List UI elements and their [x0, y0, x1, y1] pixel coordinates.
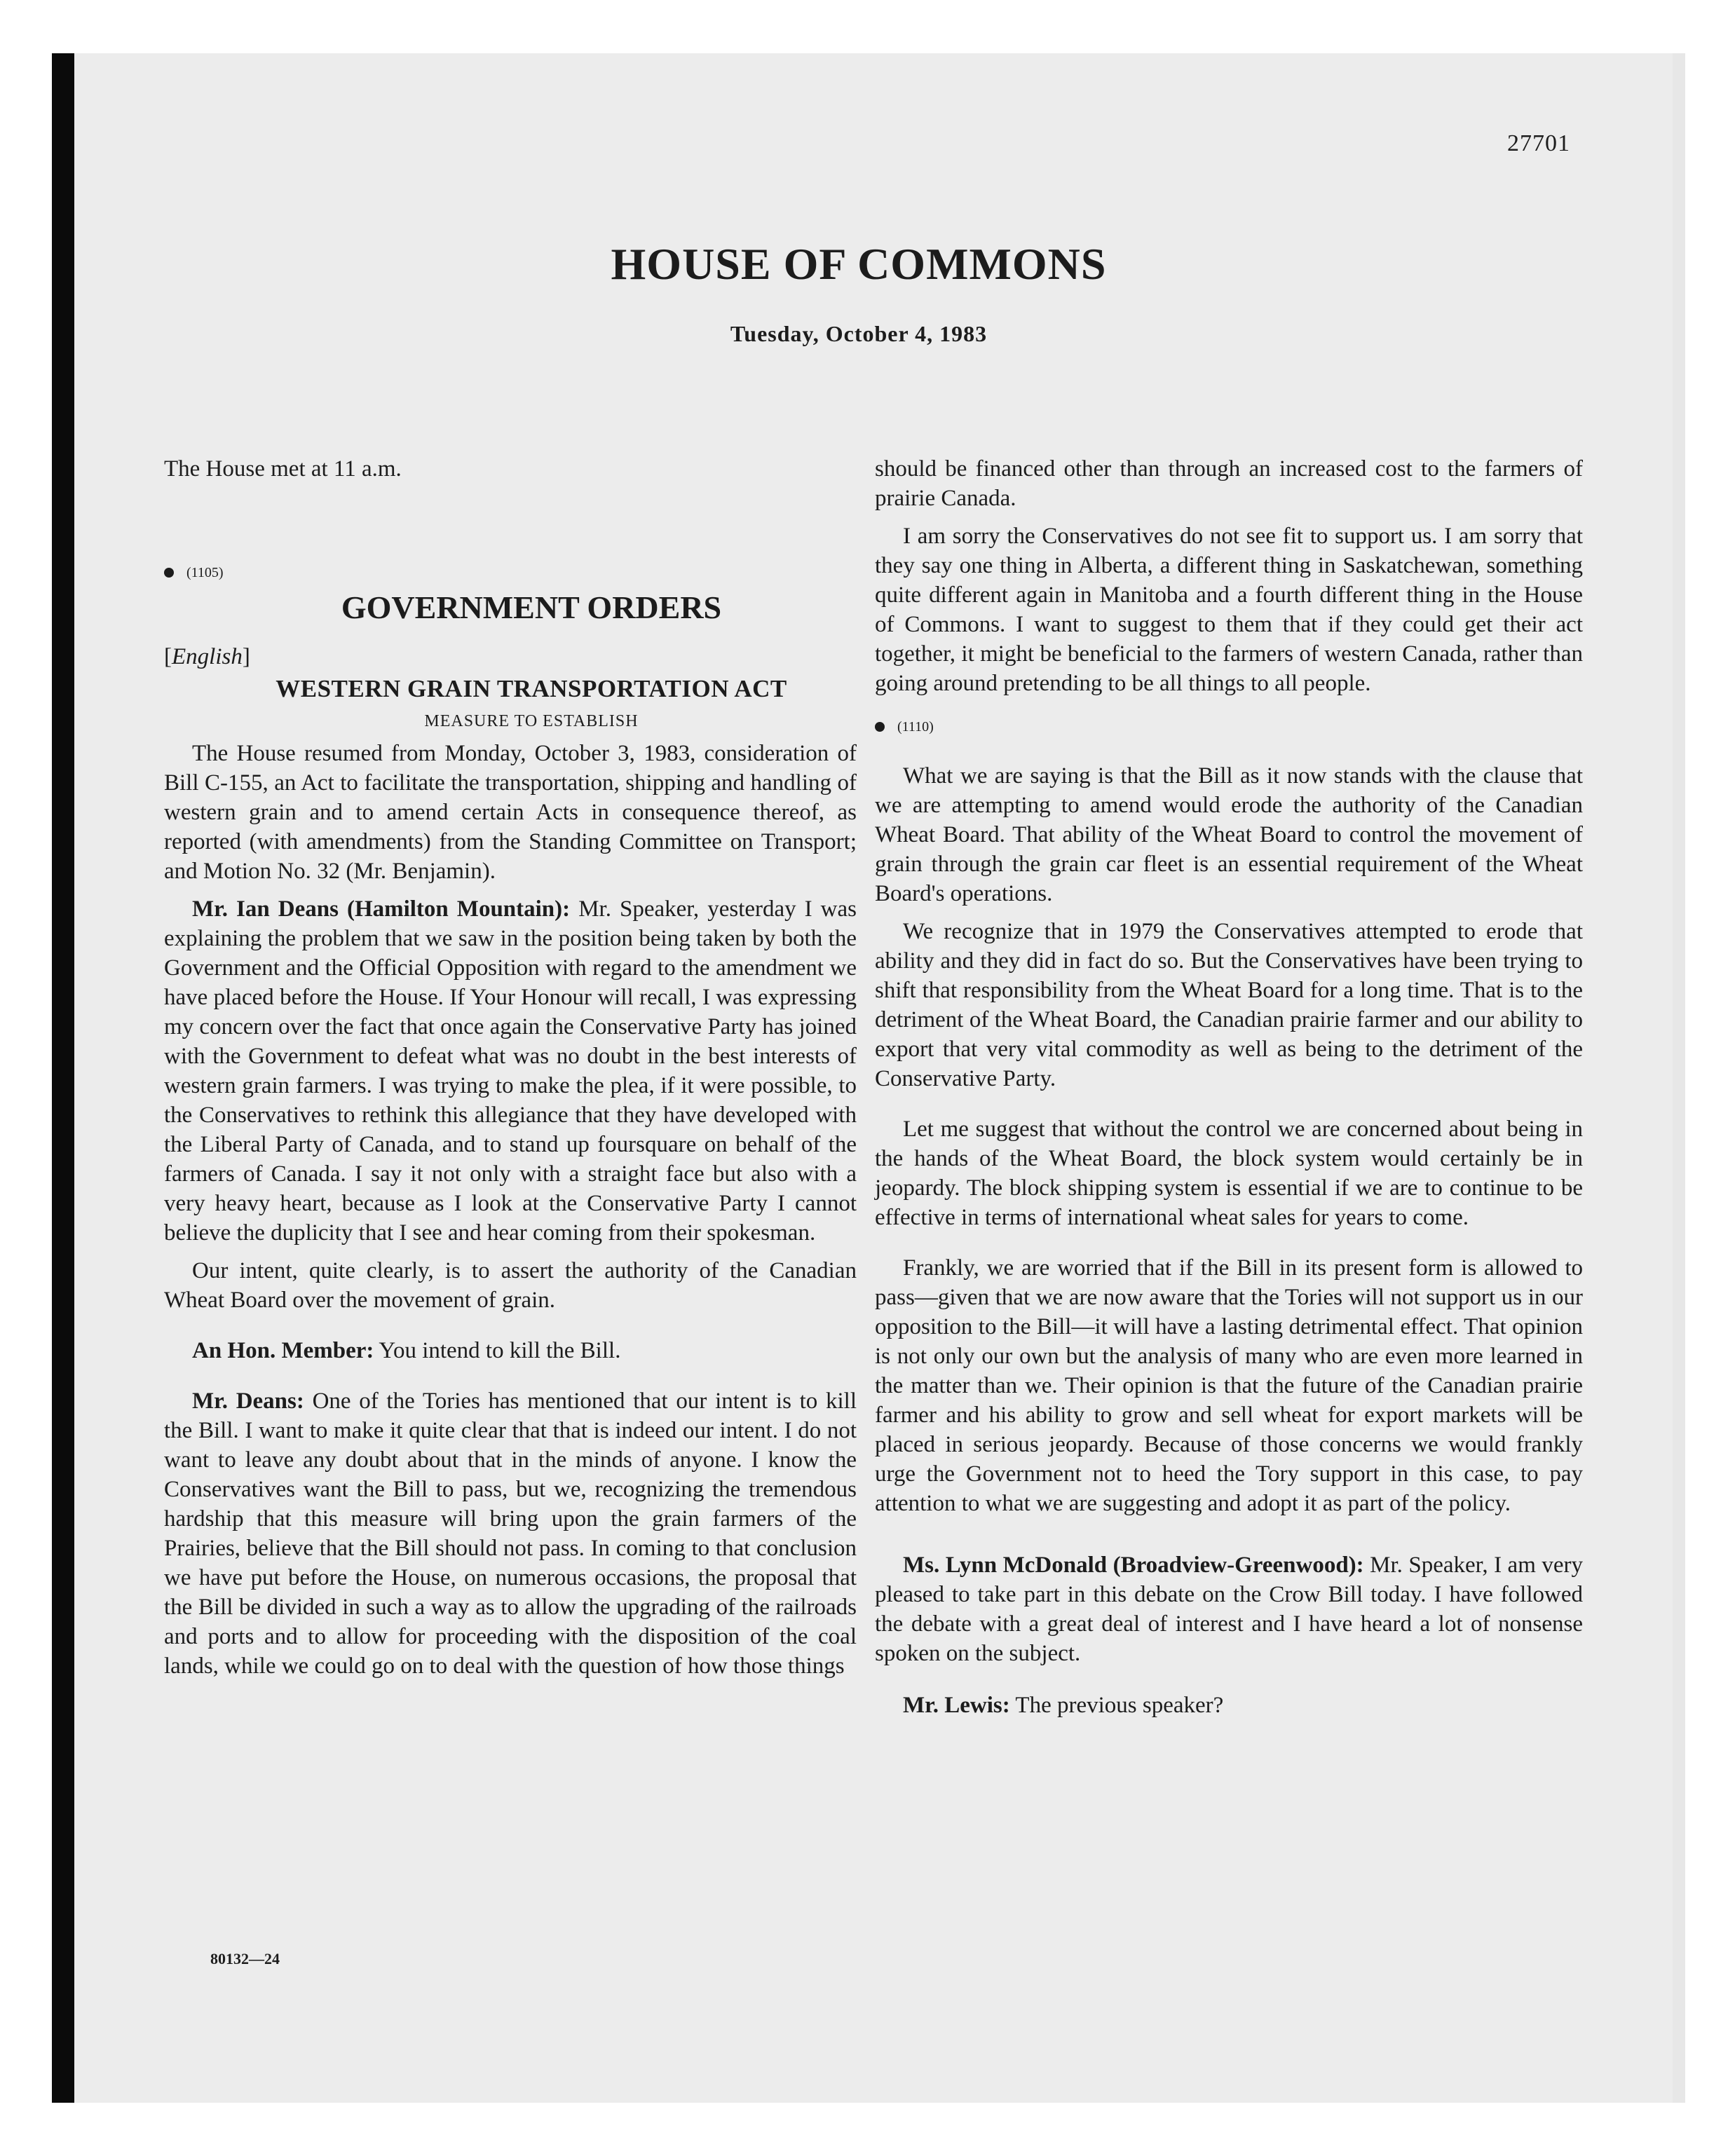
- paragraph: The House resumed from Monday, October 3, 1983, consideration of Bill C-155, an Act to facilitate the transportation, shipping and handling of western grain and to amend certain Acts in consequence thereof, as reported (with amendments) from the Standing Committee on Transport; and Motion No. 32 (Mr. Benjamin).: [164, 741, 857, 884]
- speaker-name: Mr. Ian Deans (Hamilton Mountain):: [192, 896, 571, 922]
- paragraph: We recognize that in 1979 the Conservatives attempted to erode that ability and they did in fact do so. But the Conservatives have been trying to shift that responsibility from the Wheat Board for a long time. That is to the detriment of the Wheat Board, the Canadian prairie farmer and our ability to export that very vital commodity as well as being to the detriment of the Conservative Party.: [875, 919, 1583, 1091]
- time-marker-text: (1105): [186, 565, 224, 580]
- bullet-dot-icon: [875, 722, 885, 732]
- speaker-name: Mr. Deans:: [192, 1389, 304, 1414]
- paragraph: Frankly, we are worried that if the Bill in its present form is allowed to pass—given that we are now aware that the Tories will not support us in our opposition to the Bill—it will have a lasting detrimental effect. That opinion is not only our own but the analysis of many who are even more learned in the matter than we. Their opinion is that the future of the Canadian prairie farmer and his ability to grow and sell wheat for export markets will be placed in serious jeopardy. Because of those concerns we would frankly urge the Government not to heed the Tory support in this case, to pay attention to what we are suggesting and adopt it as part of the policy.: [875, 1255, 1583, 1516]
- bill-title: WESTERN GRAIN TRANSPORTATION ACT: [275, 675, 787, 702]
- paragraph: [875, 1550, 1583, 1668]
- paragraph: [164, 1386, 857, 1681]
- speech-text: Mr. Speaker, I am very pleased to take part in this debate on the Crow Bill today. I have followed the debate with a great deal of interest and I have heard a lot of nonsense spoken on the subject.: [875, 1553, 1583, 1666]
- bullet-dot-icon: [164, 568, 174, 578]
- left-column: [164, 454, 857, 1681]
- paragraph: Let me suggest that without the control we are concerned about being in the hands of the Wheat Board, the block system would certainly be in jeopardy. The block shipping system is essential if we are to continue to be effective in terms of international wheat sales for years to come.: [875, 1117, 1583, 1230]
- bill-subtitle: MEASURE TO ESTABLISH: [424, 712, 639, 730]
- speaker-name: An Hon. Member:: [192, 1338, 374, 1363]
- paragraph: I am sorry the Conservatives do not see fit to support us. I am sorry that they say one thing in Alberta, a different thing in Saskatchewan, something quite different again in Manitoba and a fourth different thing in the House of Commons. I want to suggest to them that if they could get their act together, it might be beneficial to the farmers of western Canada, rather than going around pretending to be all things to all people.: [875, 524, 1583, 696]
- paragraph: Our intent, quite clearly, is to assert the authority of the Canadian Wheat Board over the movement of grain.: [164, 1258, 857, 1313]
- time-marker: [164, 564, 857, 582]
- time-marker-text: (1110): [897, 719, 934, 735]
- speech-text: You intend to kill the Bill.: [379, 1338, 621, 1363]
- section-heading: GOVERNMENT ORDERS: [341, 589, 722, 625]
- paragraph: should be financed other than through an increased cost to the farmers of prairie Canada.: [875, 456, 1583, 511]
- paragraph: [164, 894, 857, 1248]
- house-met-line: The House met at 11 a.m.: [164, 456, 402, 482]
- language-label-text: English: [172, 644, 243, 669]
- speaker-name: Ms. Lynn McDonald (Broadview-Greenwood):: [903, 1553, 1364, 1578]
- right-column: [875, 454, 1583, 1720]
- language-label: [English]: [164, 644, 250, 669]
- paragraph: [875, 1691, 1583, 1720]
- page-number: 27701: [1507, 130, 1570, 156]
- speech-text: The previous speaker?: [1015, 1693, 1224, 1718]
- scan-border-right: [1673, 53, 1685, 2103]
- paragraph: [164, 1336, 857, 1365]
- paragraph: What we are saying is that the Bill as it now stands with the clause that we are attempting to amend would erode the authority of the Canadian Wheat Board. That ability of the Wheat Board to control the movement of grain through the grain car fleet is an essential requirement of the Wheat Board's operations.: [875, 763, 1583, 906]
- speaker-name: Mr. Lewis:: [903, 1693, 1010, 1718]
- time-marker: [875, 718, 1583, 736]
- sitting-date: Tuesday, October 4, 1983: [730, 321, 988, 346]
- speech-text: Mr. Speaker, yesterday I was explaining the problem that we saw in the position being taken by both the Government and the Official Opposition with regard to the amendment we have placed before the House. If Your Honour will recall, I was expressing my concern over the fact that once again the Conservative Party has joined with the Government to defeat what was no doubt in the best interests of western grain farmers. I was trying to make the plea, if it were possible, to the Conservatives to rethink this allegiance that they have developed with the Liberal Party of Canada, and to stand up foursquare on behalf of the farmers of Canada. I say it not only with a straight face but also with a very heavy heart, because as I look at the Conservative Party I cannot believe the duplicity that I see and hear coming from their spokesman.: [164, 896, 857, 1246]
- scan-border-left: [52, 53, 74, 2103]
- speech-text: One of the Tories has mentioned that our intent is to kill the Bill. I want to make it quite clear that that is indeed our intent. I do not want to leave any doubt about that in the minds of anyone. I know the Conservatives want the Bill to pass, but we, recognizing the tremendous hardship that this measure will bring upon the grain farmers of the Prairies, believe that the Bill should not pass. In coming to that conclusion we have put before the House, on numerous occasions, the proposal that the Bill be divided in such a way as to allow the upgrading of the railroads and ports and to allow for proceeding with the disposition of the coal lands, while we could go on to deal with the question of how those things: [164, 1389, 857, 1679]
- page-title: HOUSE OF COMMONS: [611, 239, 1107, 289]
- footer-code: 80132—24: [210, 1950, 280, 1967]
